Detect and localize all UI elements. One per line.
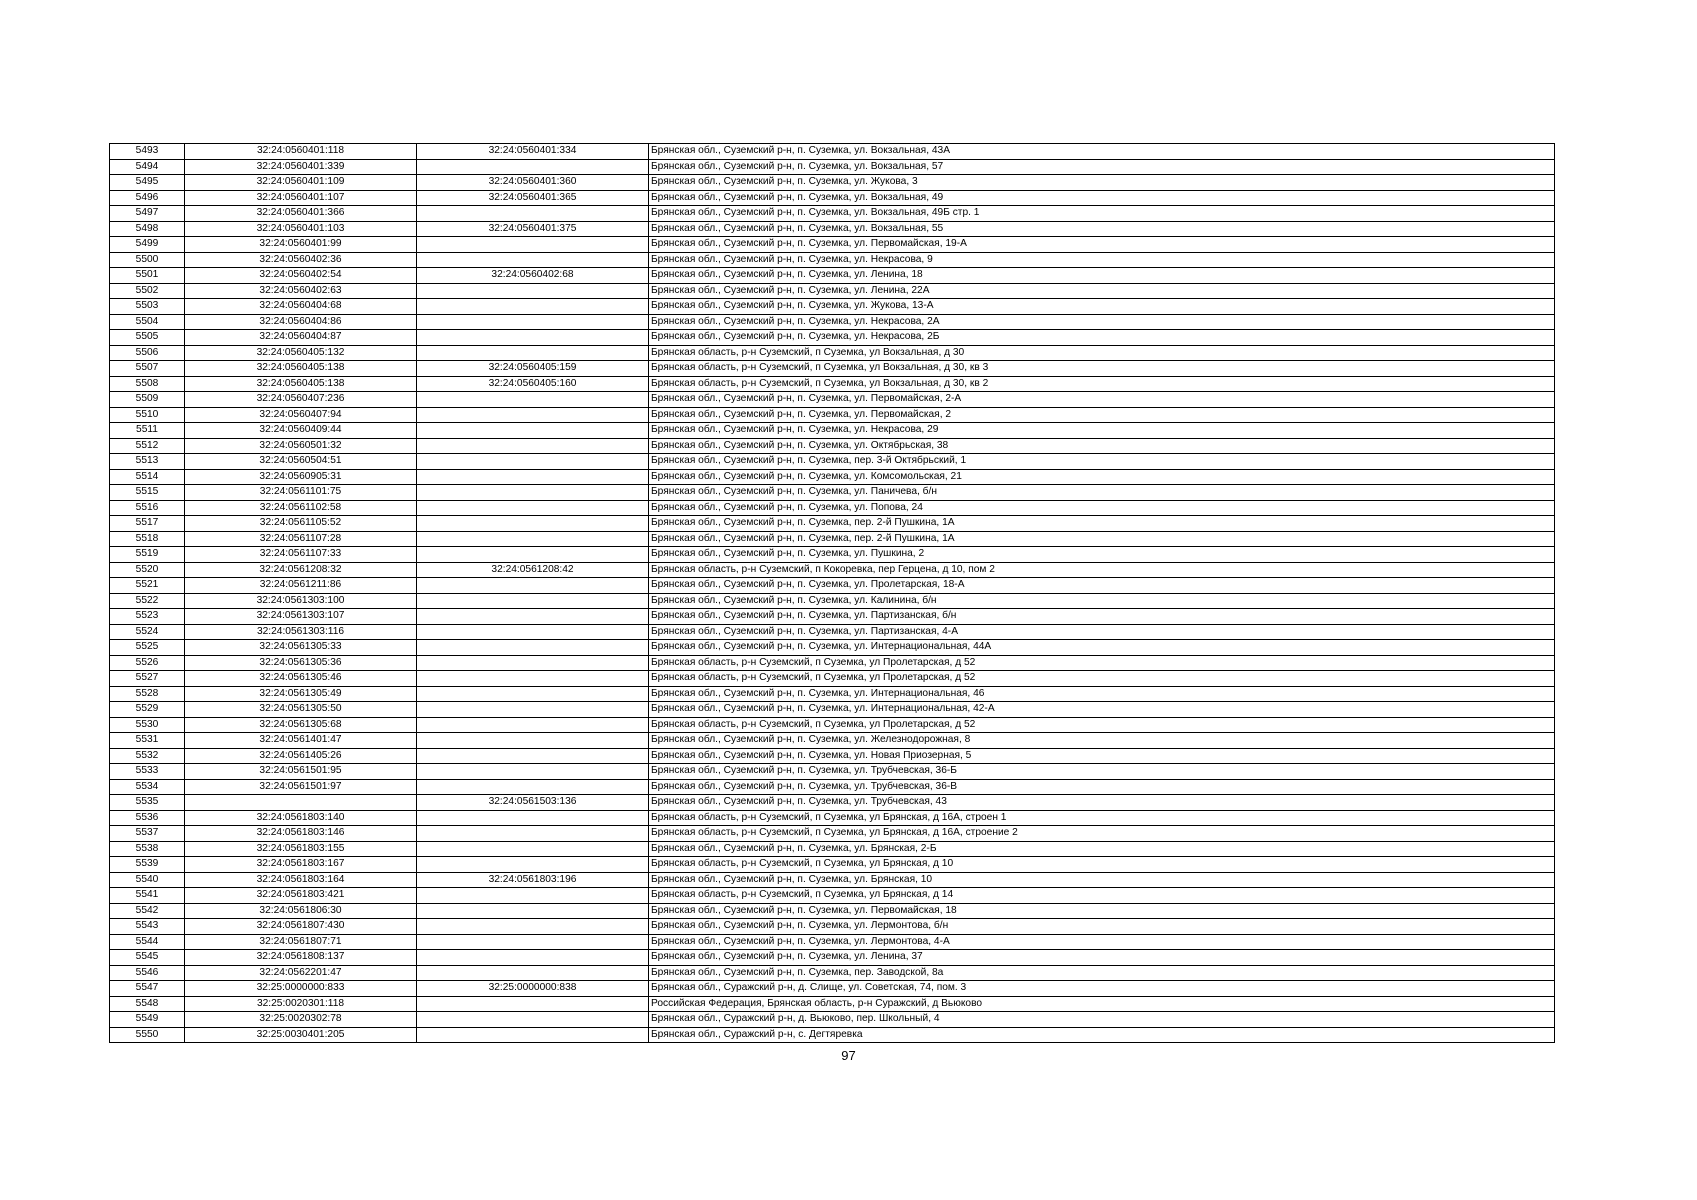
address-cell: Брянская обл., Суземский р-н, п. Суземка, ул. Брянская, 2-Б: [649, 841, 1555, 857]
table-row: [110, 252, 1555, 268]
address-cell: Брянская обл., Суземский р-н, п. Суземка, ул. Некрасова, 2А: [649, 314, 1555, 330]
row-number-cell: 5536: [110, 810, 185, 826]
table-row: [110, 237, 1555, 253]
address-cell: Брянская обл., Суземский р-н, п. Суземка, ул. Интернациональная, 42-А: [649, 702, 1555, 718]
parent-cadastral-number-cell: [417, 655, 649, 671]
parent-cadastral-number-cell: [417, 500, 649, 516]
table-row: [110, 593, 1555, 609]
parent-cadastral-number-cell: 32:24:0561503:136: [417, 795, 649, 811]
table-row: [110, 578, 1555, 594]
table-row: [110, 159, 1555, 175]
cadastral-number-cell: 32:24:0561401:47: [185, 733, 417, 749]
cadastral-number-cell: 32:24:0561405:26: [185, 748, 417, 764]
parent-cadastral-number-cell: 32:24:0560401:365: [417, 190, 649, 206]
row-number-cell: 5507: [110, 361, 185, 377]
cadastral-number-cell: 32:24:0560905:31: [185, 469, 417, 485]
row-number-cell: 5549: [110, 1012, 185, 1028]
parent-cadastral-number-cell: [417, 640, 649, 656]
address-cell: Брянская обл., Суземский р-н, п. Суземка, ул. Вокзальная, 43А: [649, 144, 1555, 160]
parent-cadastral-number-cell: 32:24:0560405:160: [417, 376, 649, 392]
table-row: [110, 764, 1555, 780]
address-cell: Брянская область, р-н Суземский, п Суземка, ул Брянская, д 16А, строение 2: [649, 826, 1555, 842]
table-row: [110, 376, 1555, 392]
parent-cadastral-number-cell: [417, 748, 649, 764]
parent-cadastral-number-cell: [417, 733, 649, 749]
table-row: [110, 795, 1555, 811]
parent-cadastral-number-cell: [417, 593, 649, 609]
cadastral-number-cell: 32:24:0561303:107: [185, 609, 417, 625]
cadastral-number-cell: 32:24:0561803:146: [185, 826, 417, 842]
row-number-cell: 5511: [110, 423, 185, 439]
address-cell: Брянская обл., Суземский р-н, п. Суземка, ул. Трубчевская, 43: [649, 795, 1555, 811]
parent-cadastral-number-cell: 32:24:0560401:334: [417, 144, 649, 160]
cadastral-number-cell: 32:24:0560401:99: [185, 237, 417, 253]
address-cell: Брянская обл., Суземский р-н, п. Суземка, ул. Ленина, 37: [649, 950, 1555, 966]
row-number-cell: 5493: [110, 144, 185, 160]
address-cell: Брянская обл., Суземский р-н, п. Суземка, ул. Жукова, 3: [649, 175, 1555, 191]
table-row: [110, 686, 1555, 702]
table-row: [110, 299, 1555, 315]
cadastral-number-cell: 32:24:0561305:36: [185, 655, 417, 671]
row-number-cell: 5544: [110, 934, 185, 950]
row-number-cell: 5524: [110, 624, 185, 640]
row-number-cell: 5519: [110, 547, 185, 563]
cadastral-number-cell: 32:24:0560401:103: [185, 221, 417, 237]
table-row: [110, 175, 1555, 191]
row-number-cell: 5525: [110, 640, 185, 656]
row-number-cell: 5537: [110, 826, 185, 842]
cadastral-number-cell: 32:24:0560405:138: [185, 376, 417, 392]
table-row: [110, 531, 1555, 547]
table-row: [110, 841, 1555, 857]
parent-cadastral-number-cell: [417, 299, 649, 315]
parent-cadastral-number-cell: [417, 717, 649, 733]
cadastral-number-cell: 32:24:0560401:118: [185, 144, 417, 160]
parent-cadastral-number-cell: [417, 438, 649, 454]
parent-cadastral-number-cell: [417, 764, 649, 780]
table-row: [110, 190, 1555, 206]
cadastral-number-cell: 32:24:0561208:32: [185, 562, 417, 578]
address-cell: Брянская обл., Суземский р-н, п. Суземка, ул. Вокзальная, 57: [649, 159, 1555, 175]
parent-cadastral-number-cell: [417, 671, 649, 687]
parent-cadastral-number-cell: [417, 686, 649, 702]
table-row: [110, 965, 1555, 981]
address-cell: Брянская обл., Суземский р-н, п. Суземка, ул. Ленина, 18: [649, 268, 1555, 284]
parent-cadastral-number-cell: 32:24:0560405:159: [417, 361, 649, 377]
row-number-cell: 5518: [110, 531, 185, 547]
table-row: [110, 779, 1555, 795]
address-cell: Брянская обл., Суземский р-н, п. Суземка, пер. 2-й Пушкина, 1А: [649, 516, 1555, 532]
address-cell: Брянская обл., Суземский р-н, п. Суземка, ул. Первомайская, 18: [649, 903, 1555, 919]
table-row: [110, 996, 1555, 1012]
cadastral-number-cell: 32:24:0560401:107: [185, 190, 417, 206]
cadastral-number-cell: 32:24:0561501:97: [185, 779, 417, 795]
cadastral-number-cell: 32:24:0561211:86: [185, 578, 417, 594]
parent-cadastral-number-cell: [417, 857, 649, 873]
table-row: [110, 950, 1555, 966]
row-number-cell: 5527: [110, 671, 185, 687]
address-cell: Брянская обл., Суземский р-н, п. Суземка, ул. Вокзальная, 49Б стр. 1: [649, 206, 1555, 222]
address-cell: Брянская область, р-н Суземский, п Суземка, ул Брянская, д 14: [649, 888, 1555, 904]
row-number-cell: 5506: [110, 345, 185, 361]
address-cell: Брянская обл., Суземский р-н, п. Суземка, ул. Комсомольская, 21: [649, 469, 1555, 485]
cadastral-number-cell: 32:25:0030401:205: [185, 1027, 417, 1043]
row-number-cell: 5521: [110, 578, 185, 594]
row-number-cell: 5515: [110, 485, 185, 501]
parent-cadastral-number-cell: [417, 903, 649, 919]
parent-cadastral-number-cell: 32:24:0561803:196: [417, 872, 649, 888]
row-number-cell: 5547: [110, 981, 185, 997]
cadastral-number-cell: 32:24:0561305:33: [185, 640, 417, 656]
row-number-cell: 5533: [110, 764, 185, 780]
address-cell: Брянская область, р-н Суземский, п Суземка, ул Брянская, д 10: [649, 857, 1555, 873]
cadastral-number-cell: 32:24:0561305:50: [185, 702, 417, 718]
row-number-cell: 5514: [110, 469, 185, 485]
registry-sheet: [109, 143, 1555, 1043]
row-number-cell: 5534: [110, 779, 185, 795]
parent-cadastral-number-cell: [417, 454, 649, 470]
page-number: 97: [841, 1048, 856, 1063]
table-row: [110, 562, 1555, 578]
parent-cadastral-number-cell: 32:24:0561208:42: [417, 562, 649, 578]
cadastral-number-cell: 32:24:0560405:138: [185, 361, 417, 377]
row-number-cell: 5497: [110, 206, 185, 222]
cadastral-number-cell: 32:25:0020302:78: [185, 1012, 417, 1028]
parent-cadastral-number-cell: [417, 965, 649, 981]
parent-cadastral-number-cell: [417, 252, 649, 268]
parent-cadastral-number-cell: [417, 826, 649, 842]
table-row: [110, 516, 1555, 532]
address-cell: Брянская обл., Суземский р-н, п. Суземка, ул. Некрасова, 9: [649, 252, 1555, 268]
table-row: [110, 330, 1555, 346]
address-cell: Брянская обл., Суземский р-н, п. Суземка, ул. Интернациональная, 44А: [649, 640, 1555, 656]
cadastral-number-cell: 32:24:0560407:94: [185, 407, 417, 423]
address-cell: Брянская область, р-н Суземский, п Суземка, ул Вокзальная, д 30, кв 2: [649, 376, 1555, 392]
row-number-cell: 5522: [110, 593, 185, 609]
row-number-cell: 5542: [110, 903, 185, 919]
parent-cadastral-number-cell: [417, 1027, 649, 1043]
table-row: [110, 640, 1555, 656]
address-cell: Брянская обл., Суземский р-н, п. Суземка, ул. Новая Приозерная, 5: [649, 748, 1555, 764]
cadastral-number-cell: 32:24:0560409:44: [185, 423, 417, 439]
address-cell: Брянская обл., Суземский р-н, п. Суземка, ул. Пролетарская, 18-А: [649, 578, 1555, 594]
parent-cadastral-number-cell: [417, 330, 649, 346]
address-cell: Брянская обл., Суземский р-н, п. Суземка, ул. Интернациональная, 46: [649, 686, 1555, 702]
address-cell: Брянская обл., Суземский р-н, п. Суземка, ул. Жукова, 13-А: [649, 299, 1555, 315]
address-cell: Российская Федерация, Брянская область, р-н Суражский, д Вьюково: [649, 996, 1555, 1012]
row-number-cell: 5548: [110, 996, 185, 1012]
cadastral-number-cell: 32:24:0561303:100: [185, 593, 417, 609]
row-number-cell: 5512: [110, 438, 185, 454]
cadastral-number-cell: 32:24:0561305:46: [185, 671, 417, 687]
row-number-cell: 5532: [110, 748, 185, 764]
address-cell: Брянская обл., Суражский р-н, д. Слище, ул. Советская, 74, пом. 3: [649, 981, 1555, 997]
cadastral-number-cell: 32:24:0562201:47: [185, 965, 417, 981]
address-cell: Брянская обл., Суземский р-н, п. Суземка, ул. Партизанская, 4-А: [649, 624, 1555, 640]
cadastral-number-cell: 32:24:0561107:28: [185, 531, 417, 547]
table-row: [110, 733, 1555, 749]
parent-cadastral-number-cell: [417, 531, 649, 547]
parent-cadastral-number-cell: 32:24:0560401:375: [417, 221, 649, 237]
cadastral-number-cell: [185, 795, 417, 811]
parent-cadastral-number-cell: [417, 345, 649, 361]
row-number-cell: 5531: [110, 733, 185, 749]
row-number-cell: 5495: [110, 175, 185, 191]
address-cell: Брянская обл., Суземский р-н, п. Суземка, пер. 2-й Пушкина, 1А: [649, 531, 1555, 547]
table-row: [110, 609, 1555, 625]
cadastral-number-cell: 32:24:0561808:137: [185, 950, 417, 966]
row-number-cell: 5503: [110, 299, 185, 315]
cadastral-number-cell: 32:24:0560504:51: [185, 454, 417, 470]
parent-cadastral-number-cell: [417, 206, 649, 222]
table-row: [110, 934, 1555, 950]
table-row: [110, 1012, 1555, 1028]
address-cell: Брянская обл., Суземский р-н, п. Суземка, ул. Первомайская, 2: [649, 407, 1555, 423]
address-cell: Брянская область, р-н Суземский, п Суземка, ул Пролетарская, д 52: [649, 655, 1555, 671]
cadastral-number-cell: 32:24:0561303:116: [185, 624, 417, 640]
cadastral-number-cell: 32:24:0561803:421: [185, 888, 417, 904]
cadastral-number-cell: 32:24:0560401:366: [185, 206, 417, 222]
table-row: [110, 144, 1555, 160]
cadastral-number-cell: 32:24:0561807:430: [185, 919, 417, 935]
parent-cadastral-number-cell: 32:24:0560402:68: [417, 268, 649, 284]
cadastral-number-cell: 32:24:0560404:86: [185, 314, 417, 330]
parent-cadastral-number-cell: 32:25:0000000:838: [417, 981, 649, 997]
row-number-cell: 5523: [110, 609, 185, 625]
row-number-cell: 5540: [110, 872, 185, 888]
cadastral-number-cell: 32:24:0560404:87: [185, 330, 417, 346]
address-cell: Брянская обл., Суземский р-н, п. Суземка, ул. Первомайская, 2-А: [649, 392, 1555, 408]
table-row: [110, 500, 1555, 516]
table-row: [110, 810, 1555, 826]
parent-cadastral-number-cell: [417, 810, 649, 826]
address-cell: Брянская обл., Суземский р-н, п. Суземка, ул. Лермонтова, 4-А: [649, 934, 1555, 950]
table-row: [110, 981, 1555, 997]
cadastral-number-cell: 32:24:0561105:52: [185, 516, 417, 532]
row-number-cell: 5500: [110, 252, 185, 268]
address-cell: Брянская обл., Суземский р-н, п. Суземка, пер. 3-й Октябрьский, 1: [649, 454, 1555, 470]
address-cell: Брянская область, р-н Суземский, п Кокоревка, пер Герцена, д 10, пом 2: [649, 562, 1555, 578]
table-row: [110, 655, 1555, 671]
row-number-cell: 5513: [110, 454, 185, 470]
row-number-cell: 5498: [110, 221, 185, 237]
address-cell: Брянская обл., Суземский р-н, п. Суземка, ул. Партизанская, б/н: [649, 609, 1555, 625]
address-cell: Брянская обл., Суземский р-н, п. Суземка, ул. Пушкина, 2: [649, 547, 1555, 563]
address-cell: Брянская обл., Суземский р-н, п. Суземка, ул. Попова, 24: [649, 500, 1555, 516]
cadastral-number-cell: 32:24:0561305:49: [185, 686, 417, 702]
cadastral-number-cell: 32:24:0560407:236: [185, 392, 417, 408]
cadastral-number-cell: 32:24:0561803:167: [185, 857, 417, 873]
cadastral-number-cell: 32:24:0560501:32: [185, 438, 417, 454]
address-cell: Брянская обл., Суземский р-н, п. Суземка, ул. Вокзальная, 49: [649, 190, 1555, 206]
table-row: [110, 624, 1555, 640]
table-row: [110, 888, 1555, 904]
table-row: [110, 857, 1555, 873]
parent-cadastral-number-cell: [417, 950, 649, 966]
table-row: [110, 283, 1555, 299]
row-number-cell: 5535: [110, 795, 185, 811]
table-row: [110, 748, 1555, 764]
address-cell: Брянская обл., Суземский р-н, п. Суземка, ул. Первомайская, 19-А: [649, 237, 1555, 253]
address-cell: Брянская обл., Суземский р-н, п. Суземка, ул. Трубчевская, 36-Б: [649, 764, 1555, 780]
table-row: [110, 268, 1555, 284]
cadastral-number-cell: 32:24:0561806:30: [185, 903, 417, 919]
parent-cadastral-number-cell: [417, 392, 649, 408]
parent-cadastral-number-cell: 32:24:0560401:360: [417, 175, 649, 191]
table-row: [110, 454, 1555, 470]
row-number-cell: 5520: [110, 562, 185, 578]
cadastral-number-cell: 32:24:0561305:68: [185, 717, 417, 733]
row-number-cell: 5499: [110, 237, 185, 253]
table-row: [110, 702, 1555, 718]
table-row: [110, 903, 1555, 919]
row-number-cell: 5529: [110, 702, 185, 718]
parent-cadastral-number-cell: [417, 919, 649, 935]
parent-cadastral-number-cell: [417, 516, 649, 532]
cadastral-number-cell: 32:24:0561501:95: [185, 764, 417, 780]
cadastral-number-cell: 32:24:0560402:54: [185, 268, 417, 284]
parent-cadastral-number-cell: [417, 485, 649, 501]
table-row: [110, 392, 1555, 408]
parent-cadastral-number-cell: [417, 407, 649, 423]
parent-cadastral-number-cell: [417, 779, 649, 795]
address-cell: Брянская обл., Суземский р-н, п. Суземка, ул. Некрасова, 2Б: [649, 330, 1555, 346]
cadastral-number-cell: 32:24:0561807:71: [185, 934, 417, 950]
parent-cadastral-number-cell: [417, 283, 649, 299]
row-number-cell: 5546: [110, 965, 185, 981]
row-number-cell: 5505: [110, 330, 185, 346]
row-number-cell: 5545: [110, 950, 185, 966]
row-number-cell: 5528: [110, 686, 185, 702]
parent-cadastral-number-cell: [417, 624, 649, 640]
row-number-cell: 5539: [110, 857, 185, 873]
address-cell: Брянская обл., Суземский р-н, п. Суземка, пер. Заводской, 8а: [649, 965, 1555, 981]
row-number-cell: 5509: [110, 392, 185, 408]
address-cell: Брянская обл., Суземский р-н, п. Суземка, ул. Некрасова, 29: [649, 423, 1555, 439]
table-row: [110, 717, 1555, 733]
parent-cadastral-number-cell: [417, 934, 649, 950]
registry-table-body: [110, 144, 1555, 1043]
cadastral-number-cell: 32:24:0561101:75: [185, 485, 417, 501]
parent-cadastral-number-cell: [417, 841, 649, 857]
address-cell: Брянская обл., Суземский р-н, п. Суземка, ул. Трубчевская, 36-В: [649, 779, 1555, 795]
row-number-cell: 5530: [110, 717, 185, 733]
row-number-cell: 5538: [110, 841, 185, 857]
address-cell: Брянская обл., Суземский р-н, п. Суземка, ул. Октябрьская, 38: [649, 438, 1555, 454]
table-row: [110, 361, 1555, 377]
row-number-cell: 5502: [110, 283, 185, 299]
address-cell: Брянская область, р-н Суземский, п Суземка, ул Пролетарская, д 52: [649, 671, 1555, 687]
row-number-cell: 5496: [110, 190, 185, 206]
row-number-cell: 5510: [110, 407, 185, 423]
cadastral-number-cell: 32:24:0560405:132: [185, 345, 417, 361]
row-number-cell: 5541: [110, 888, 185, 904]
parent-cadastral-number-cell: [417, 1012, 649, 1028]
table-row: [110, 872, 1555, 888]
table-row: [110, 221, 1555, 237]
address-cell: Брянская область, р-н Суземский, п Суземка, ул Брянская, д 16А, строен 1: [649, 810, 1555, 826]
parent-cadastral-number-cell: [417, 314, 649, 330]
table-row: [110, 314, 1555, 330]
cadastral-number-cell: 32:24:0560402:36: [185, 252, 417, 268]
cadastral-number-cell: 32:25:0000000:833: [185, 981, 417, 997]
table-row: [110, 423, 1555, 439]
parent-cadastral-number-cell: [417, 996, 649, 1012]
address-cell: Брянская обл., Суземский р-н, п. Суземка, ул. Железнодорожная, 8: [649, 733, 1555, 749]
address-cell: Брянская обл., Суземский р-н, п. Суземка, ул. Лермонтова, б/н: [649, 919, 1555, 935]
row-number-cell: 5550: [110, 1027, 185, 1043]
row-number-cell: 5517: [110, 516, 185, 532]
table-row: [110, 826, 1555, 842]
table-row: [110, 206, 1555, 222]
address-cell: Брянская обл., Суземский р-н, п. Суземка, ул. Ленина, 22А: [649, 283, 1555, 299]
table-row: [110, 345, 1555, 361]
address-cell: Брянская обл., Суземский р-н, п. Суземка, ул. Паничева, б/н: [649, 485, 1555, 501]
cadastral-number-cell: 32:24:0561102:58: [185, 500, 417, 516]
cadastral-number-cell: 32:24:0561803:164: [185, 872, 417, 888]
address-cell: Брянская область, р-н Суземский, п Суземка, ул Вокзальная, д 30, кв 3: [649, 361, 1555, 377]
row-number-cell: 5501: [110, 268, 185, 284]
table-row: [110, 547, 1555, 563]
row-number-cell: 5508: [110, 376, 185, 392]
cadastral-number-cell: 32:24:0561107:33: [185, 547, 417, 563]
row-number-cell: 5504: [110, 314, 185, 330]
parent-cadastral-number-cell: [417, 423, 649, 439]
cadastral-number-cell: 32:25:0020301:118: [185, 996, 417, 1012]
address-cell: Брянская обл., Суземский р-н, п. Суземка, ул. Брянская, 10: [649, 872, 1555, 888]
row-number-cell: 5516: [110, 500, 185, 516]
address-cell: Брянская обл., Суземский р-н, п. Суземка, ул. Вокзальная, 55: [649, 221, 1555, 237]
cadastral-number-cell: 32:24:0560404:68: [185, 299, 417, 315]
cadastral-number-cell: 32:24:0560401:109: [185, 175, 417, 191]
table-row: [110, 438, 1555, 454]
cadastral-number-cell: 32:24:0561803:140: [185, 810, 417, 826]
parent-cadastral-number-cell: [417, 469, 649, 485]
address-cell: Брянская обл., Суражский р-н, с. Дегтяревка: [649, 1027, 1555, 1043]
parent-cadastral-number-cell: [417, 159, 649, 175]
parent-cadastral-number-cell: [417, 609, 649, 625]
registry-table: [109, 143, 1555, 1043]
row-number-cell: 5494: [110, 159, 185, 175]
table-row: [110, 919, 1555, 935]
cadastral-number-cell: 32:24:0560401:339: [185, 159, 417, 175]
row-number-cell: 5543: [110, 919, 185, 935]
row-number-cell: 5526: [110, 655, 185, 671]
table-row: [110, 1027, 1555, 1043]
cadastral-number-cell: 32:24:0560402:63: [185, 283, 417, 299]
address-cell: Брянская область, р-н Суземский, п Суземка, ул Вокзальная, д 30: [649, 345, 1555, 361]
table-row: [110, 407, 1555, 423]
table-row: [110, 469, 1555, 485]
parent-cadastral-number-cell: [417, 702, 649, 718]
parent-cadastral-number-cell: [417, 888, 649, 904]
parent-cadastral-number-cell: [417, 237, 649, 253]
address-cell: Брянская область, р-н Суземский, п Суземка, ул Пролетарская, д 52: [649, 717, 1555, 733]
table-row: [110, 485, 1555, 501]
table-row: [110, 671, 1555, 687]
cadastral-number-cell: 32:24:0561803:155: [185, 841, 417, 857]
address-cell: Брянская обл., Суражский р-н, д. Вьюково, пер. Школьный, 4: [649, 1012, 1555, 1028]
parent-cadastral-number-cell: [417, 547, 649, 563]
parent-cadastral-number-cell: [417, 578, 649, 594]
address-cell: Брянская обл., Суземский р-н, п. Суземка, ул. Калинина, б/н: [649, 593, 1555, 609]
